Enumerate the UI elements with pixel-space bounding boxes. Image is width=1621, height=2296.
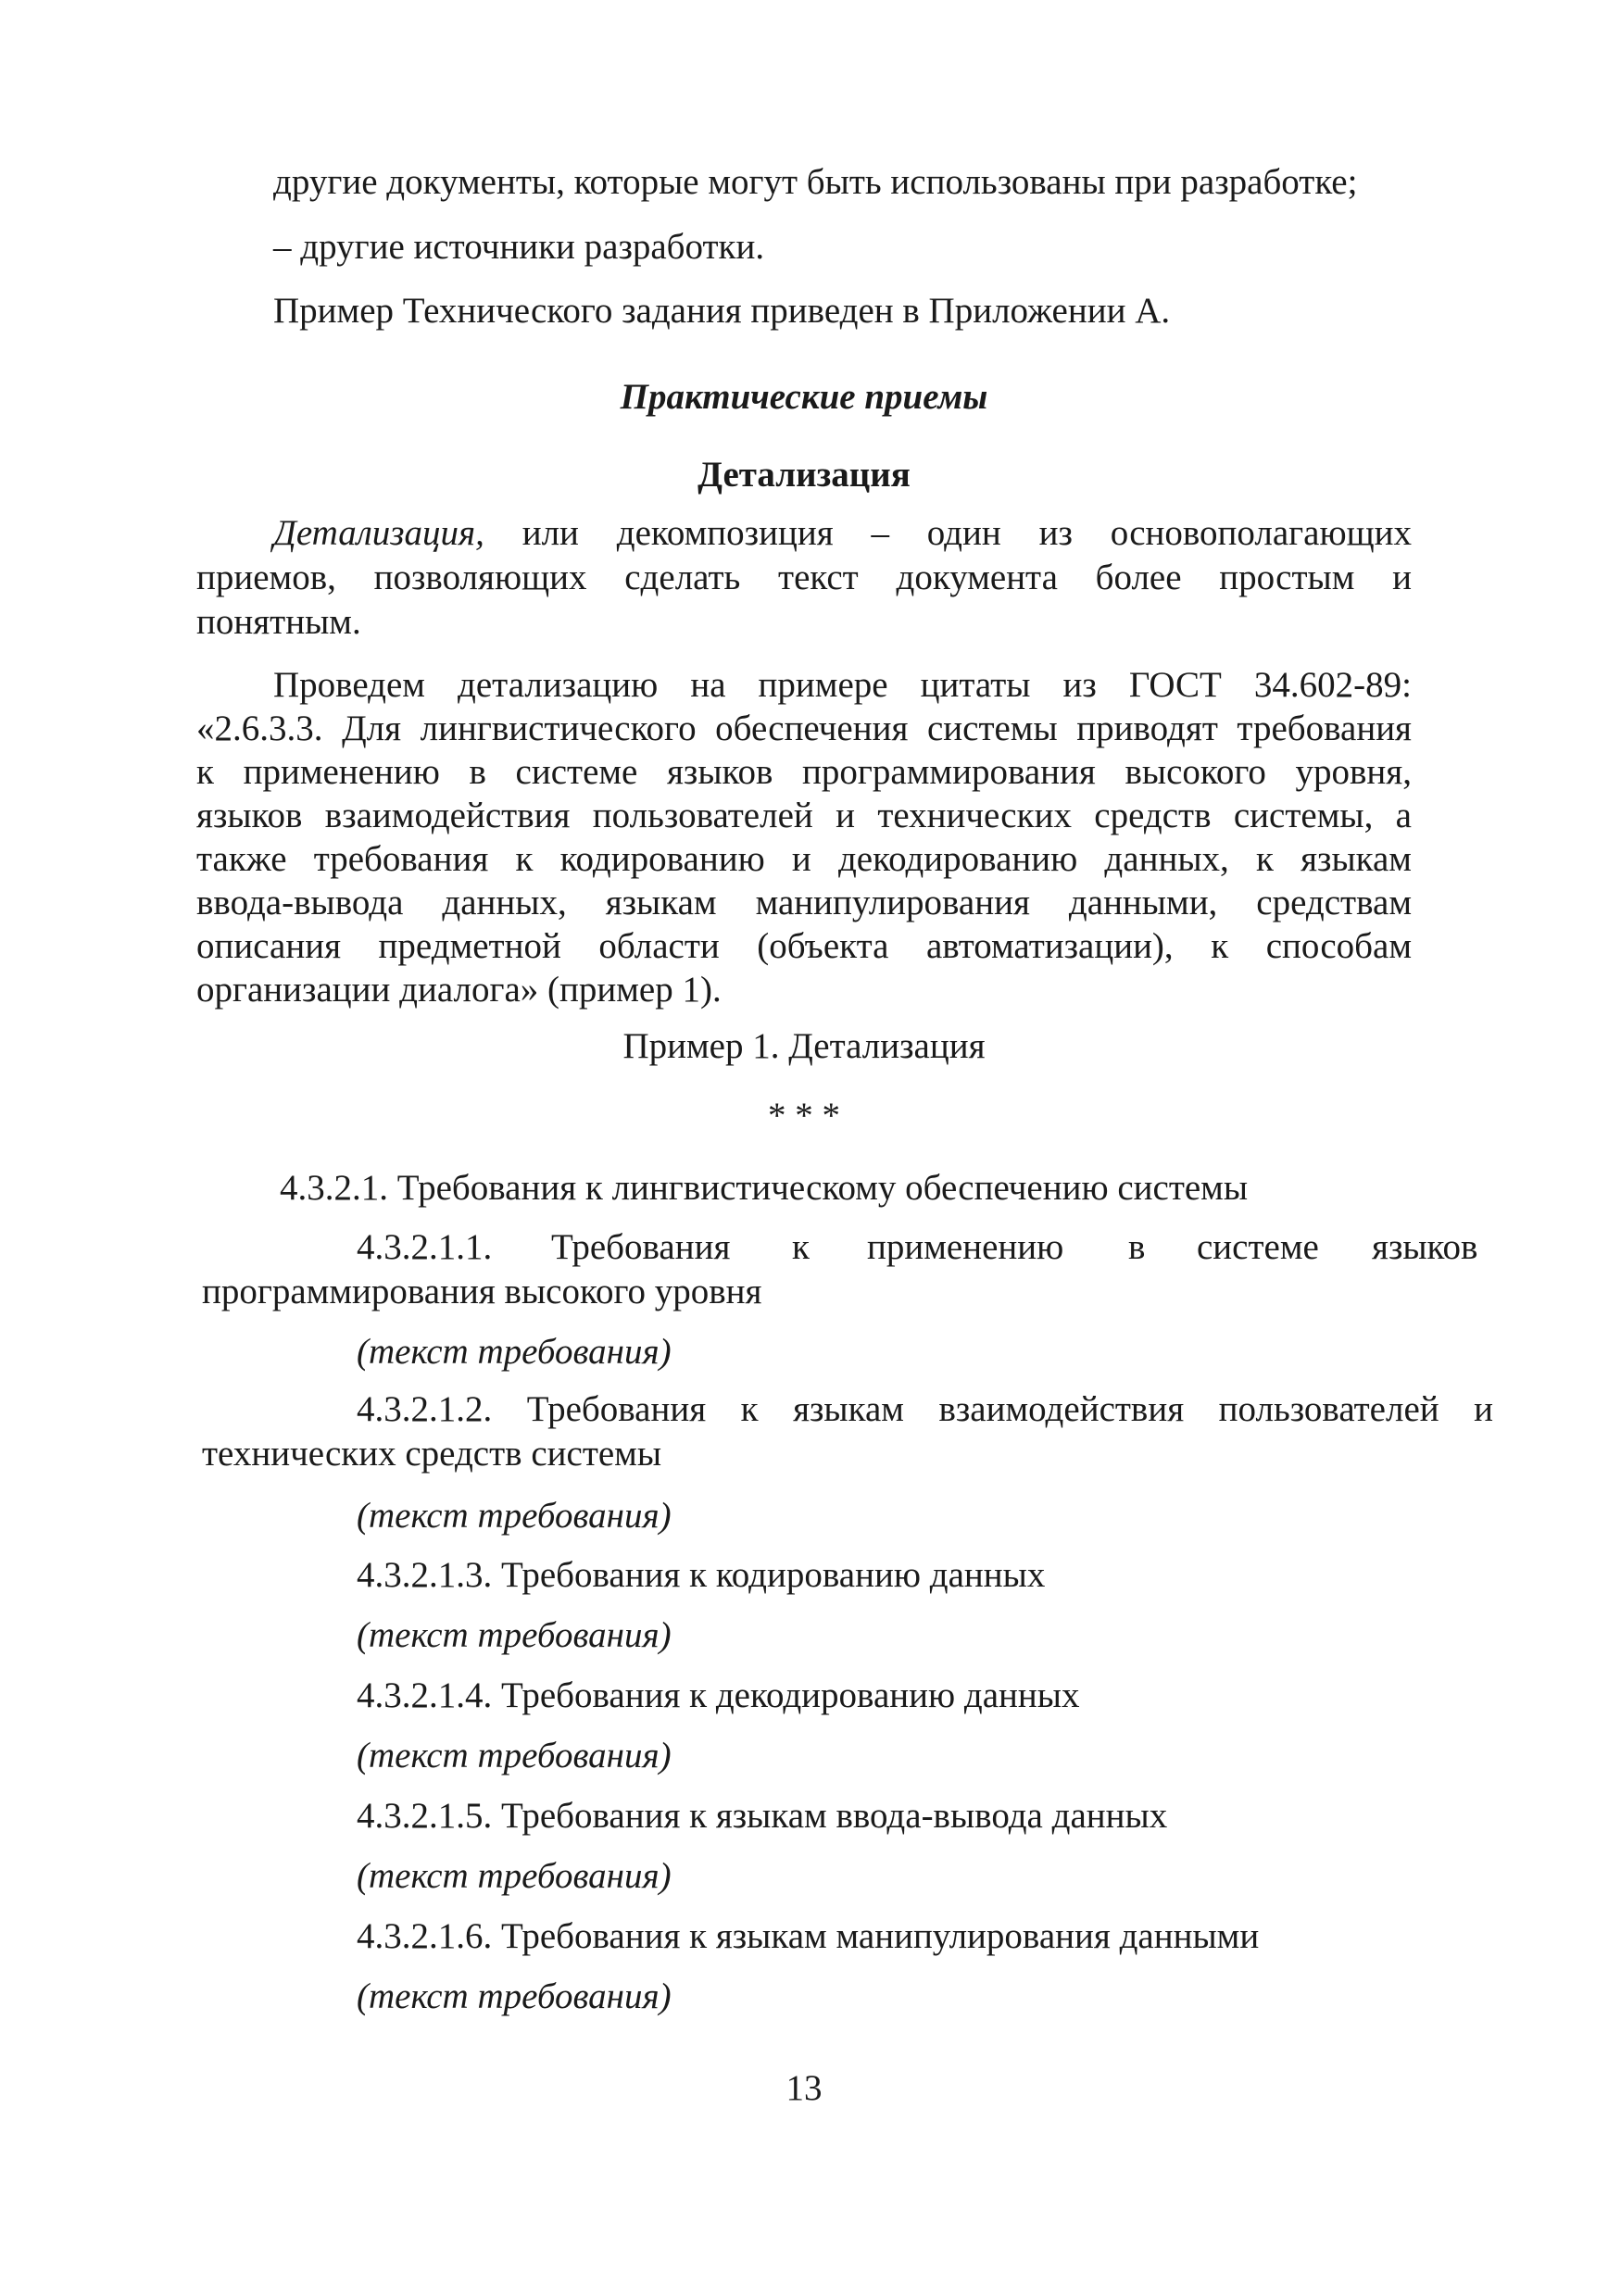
detail-para-line-1 (196, 515, 1412, 551)
item1-word-7: языков (1372, 1227, 1478, 1267)
item1-line-2: программирования высокого уровня (202, 1272, 762, 1311)
item1-word-5: в (1128, 1227, 1146, 1267)
item3-title: 4.3.2.1.3. Требования к кодированию данных (357, 1555, 1046, 1595)
intro-line-3: Пример Технического задания приведен в Приложении А. (273, 291, 1171, 331)
gost-line-3: к применению в системе языков программирования высокого уровня, (196, 752, 1412, 792)
detail-line-1-rest: или декомпозиция – один из основополагающих (521, 513, 1412, 553)
item4-title: 4.3.2.1.4. Требования к декодированию данных (357, 1675, 1080, 1715)
intro-line-2: – другие источники разработки. (273, 227, 765, 267)
item1-note: (текст требования) (357, 1332, 672, 1372)
gost-last-line: организации диалога» (пример 1). (196, 970, 722, 1010)
subsection-title: Детализация (697, 455, 911, 495)
item3-note: (текст требования) (357, 1615, 672, 1655)
item1-word-1: 4.3.2.1.1. (357, 1227, 493, 1267)
item2-line-1: 4.3.2.1.2. Требования к языкам взаимодействия пользователей и (357, 1389, 1493, 1429)
item5-title: 4.3.2.1.5. Требования к языкам ввода-вывода данных (357, 1796, 1168, 1836)
item6-title: 4.3.2.1.6. Требования к языкам манипулирования данными (357, 1916, 1260, 1956)
item6-note: (текст требования) (357, 1976, 672, 2016)
item1-word-3: к (792, 1227, 810, 1267)
item5-note: (текст требования) (357, 1856, 672, 1896)
gost-line-2: «2.6.3.3. Для лингвистического обеспечения системы приводят требования (196, 709, 1412, 748)
item2-line-2: технических средств системы (202, 1434, 662, 1474)
item1-word-2: Требования (551, 1227, 731, 1267)
item2-note: (текст требования) (357, 1496, 672, 1536)
gost-line-1: Проведем детализацию на примере цитаты из ГОСТ 34.602-89: (273, 665, 1412, 705)
gost-line-7: описания предметной области (объекта автоматизации), к способам (196, 926, 1412, 966)
gost-line-5: также требования к кодированию и декодированию данных, к языкам (196, 839, 1412, 879)
example-caption: Пример 1. Детализация (622, 1026, 986, 1066)
item1-word-4: применению (867, 1227, 1064, 1267)
item4-note: (текст требования) (357, 1736, 672, 1775)
gost-line-4: языков взаимодействия пользователей и технических средств системы, а (196, 796, 1412, 835)
gost-line-6: ввода-вывода данных, языкам манипулирования данными, средствам (196, 883, 1412, 922)
page-number: 13 (785, 2068, 823, 2108)
section-title: Практические приемы (620, 377, 988, 417)
detail-lead-word: Детализация, (273, 513, 484, 553)
intro-line-1: другие документы, которые могут быть использованы при разработке; (273, 162, 1358, 202)
example-heading: 4.3.2.1. Требования к лингвистическому обеспечению системы (280, 1168, 1249, 1208)
detail-para-line-2: приемов, позволяющих сделать текст документа более простым и (196, 558, 1412, 597)
detail-para-line-3: понятным. (196, 602, 361, 642)
separator: * * * (768, 1096, 840, 1135)
item1-word-6: системе (1197, 1227, 1319, 1267)
